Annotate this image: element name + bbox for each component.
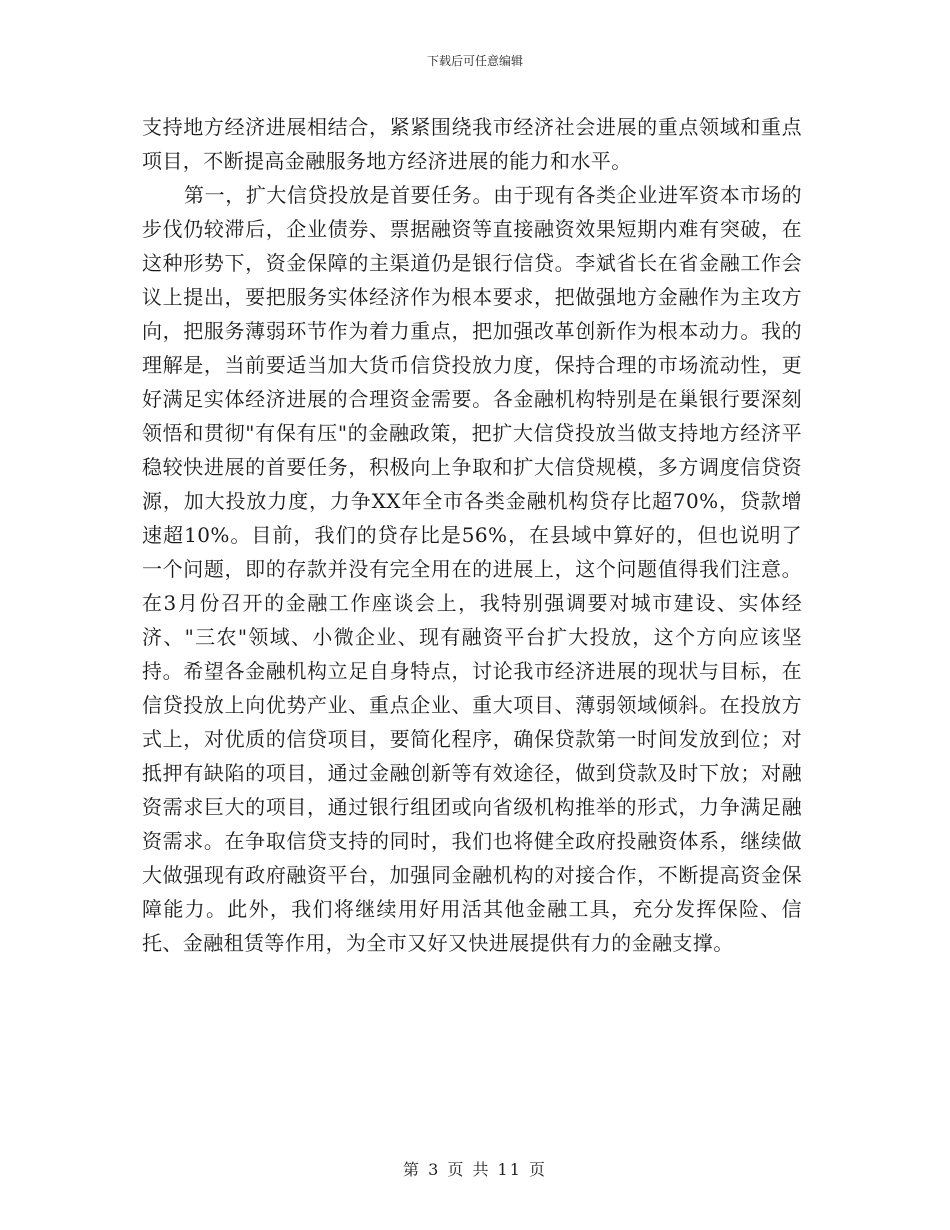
document-body (142, 110, 802, 960)
paragraph-credit-expansion: 第一，扩大信贷投放是首要任务。由于现有各类企业进军资本市场的步伐仍较滞后，企业债券、票据融资等直接融资效果短期内难有突破，在这种形势下，资金保障的主渠道仍是银行信贷。李斌省长在省金融工作会议上提出，要把服务实体经济作为根本要求，把做强地方金融作为主攻方向，把服务薄弱环节作为着力重点，把加强改革创新作为根本动力。我的理解是，当前要适当加大货币信贷投放力度，保持合理的市场流动性，更好满足实体经济进展的合理资金需要。各金融机构特别是在巢银行要深刻领悟和贯彻"有保有压"的金融政策，把扩大信贷投放当做支持地方经济平稳较快进展的首要任务，积极向上争取和扩大信贷规模，多方调度信贷资源，加大投放力度，力争XX年全市各类金融机构贷存比超70%，贷款增速超10%。目前，我们的贷存比是56%，在县域中算好的，但也说明了一个问题，即的存款并没有完全用在的进展上，这个问题值得我们注意。在3月份召开的金融工作座谈会上，我特别强调要对城市建设、实体经济、"三农"领域、小微企业、现有融资平台扩大投放，这个方向应该坚持。希望各金融机构立足自身特点，讨论我市经济进展的现状与目标，在信贷投放上向优势产业、重点企业、重大项目、薄弱领域倾斜。在投放方式上，对优质的信贷项目，要简化程序，确保贷款第一时间发放到位；对抵押有缺陷的项目，通过金融创新等有效途径，做到贷款及时下放；对融资需求巨大的项目，通过银行组团或向省级机构推举的形式，力争满足融资需求。在争取信贷支持的同时，我们也将健全政府投融资体系，继续做大做强现有政府融资平台，加强同金融机构的对接合作，不断提高资金保障能力。此外，我们将继续用好用活其他金融工具，充分发挥保险、信托、金融租赁等作用，为全市又好又快进展提供有力的金融支撑。 (142, 183, 802, 955)
page-number-footer: 第 3 页 共 11 页 (403, 1160, 547, 1179)
paragraph-continuation: 支持地方经济进展相结合，紧紧围绕我市经济社会进展的重点领域和重点项目，不断提高金融服务地方经济进展的能力和水平。 (142, 115, 802, 173)
page-header-note: 下载后可任意编辑 (426, 54, 523, 68)
